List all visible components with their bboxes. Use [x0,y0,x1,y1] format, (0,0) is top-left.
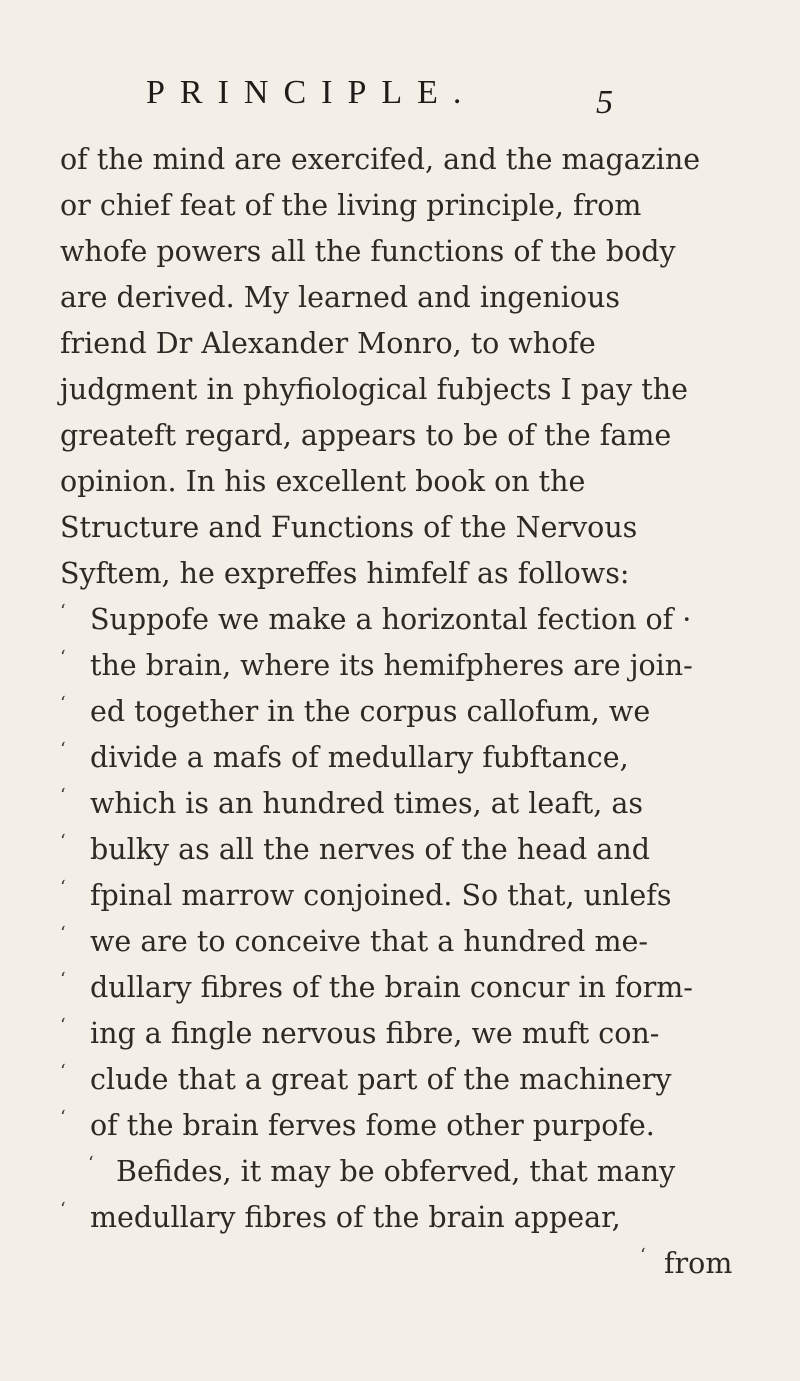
text-line: ‘ of the brain ferves fome other purpofe. [60,1106,655,1146]
text-line: ‘ medullary fibres of the brain appear, [60,1198,621,1238]
quote-mark: ‘ [60,1107,66,1128]
text-line: ‘ bulky as all the nerves of the head and [60,830,650,870]
text-line: ‘ divide a mafs of medullary fubftance, [60,738,629,778]
text-line: ‘ the brain, where its hemifpheres are join- [60,646,693,686]
text-line: ‘ which is an hundred times, at leaft, as [60,784,643,824]
text-line: ‘ we are to conceive that a hundred me- [60,922,648,962]
quote-mark: ‘ [60,831,66,852]
text-line: opinion. In his excellent book on the [60,465,586,498]
text-line: Structure and Functions of the Nervous [60,511,638,544]
quote-mark: ‘ [60,1061,66,1082]
text-line: ‘ Befides, it may be obferved, that many [88,1152,675,1192]
quote-mark: ‘ [60,785,66,806]
text-line: ‘ from [640,1244,732,1284]
text-line: friend Dr Alexander Monro, to whofe [60,327,596,360]
quote-mark: ‘ [60,877,66,898]
page-number: 5 [596,84,613,121]
running-title: PRINCIPLE. [146,74,477,111]
quote-mark: ‘ [60,601,66,622]
text-line: greateft regard, appears to be of the fame [60,419,672,452]
text-line: ‘ ing a fingle nervous fibre, we muft con- [60,1014,659,1054]
quote-mark: ‘ [640,1245,646,1266]
quote-mark: ‘ [60,693,66,714]
quote-mark: ‘ [60,1199,66,1220]
quote-mark: ‘ [60,923,66,944]
text-line: or chief feat of the living principle, from [60,189,642,222]
text-line: whofe powers all the functions of the body [60,235,676,268]
text-line: of the mind are exercifed, and the magazine [60,143,701,176]
quote-mark: ‘ [60,1015,66,1036]
text-line: are derived. My learned and ingenious [60,281,621,314]
text-line: ‘ Suppofe we make a horizontal fection of · [60,600,691,640]
quote-mark: ‘ [60,647,66,668]
text-line: ‘ clude that a great part of the machinery [60,1060,671,1100]
quote-mark: ‘ [88,1153,94,1174]
text-line: judgment in phyfiological fubjects I pay the [60,373,688,406]
text-line: ‘ fpinal marrow conjoined. So that, unlefs [60,876,671,916]
quote-mark: ‘ [60,739,66,760]
text-line: ‘ dullary fibres of the brain concur in form- [60,968,693,1008]
text-line: ‘ ed together in the corpus callofum, we [60,692,650,732]
quote-mark: ‘ [60,969,66,990]
text-line: Syftem, he expreffes himfelf as follows: [60,557,630,590]
